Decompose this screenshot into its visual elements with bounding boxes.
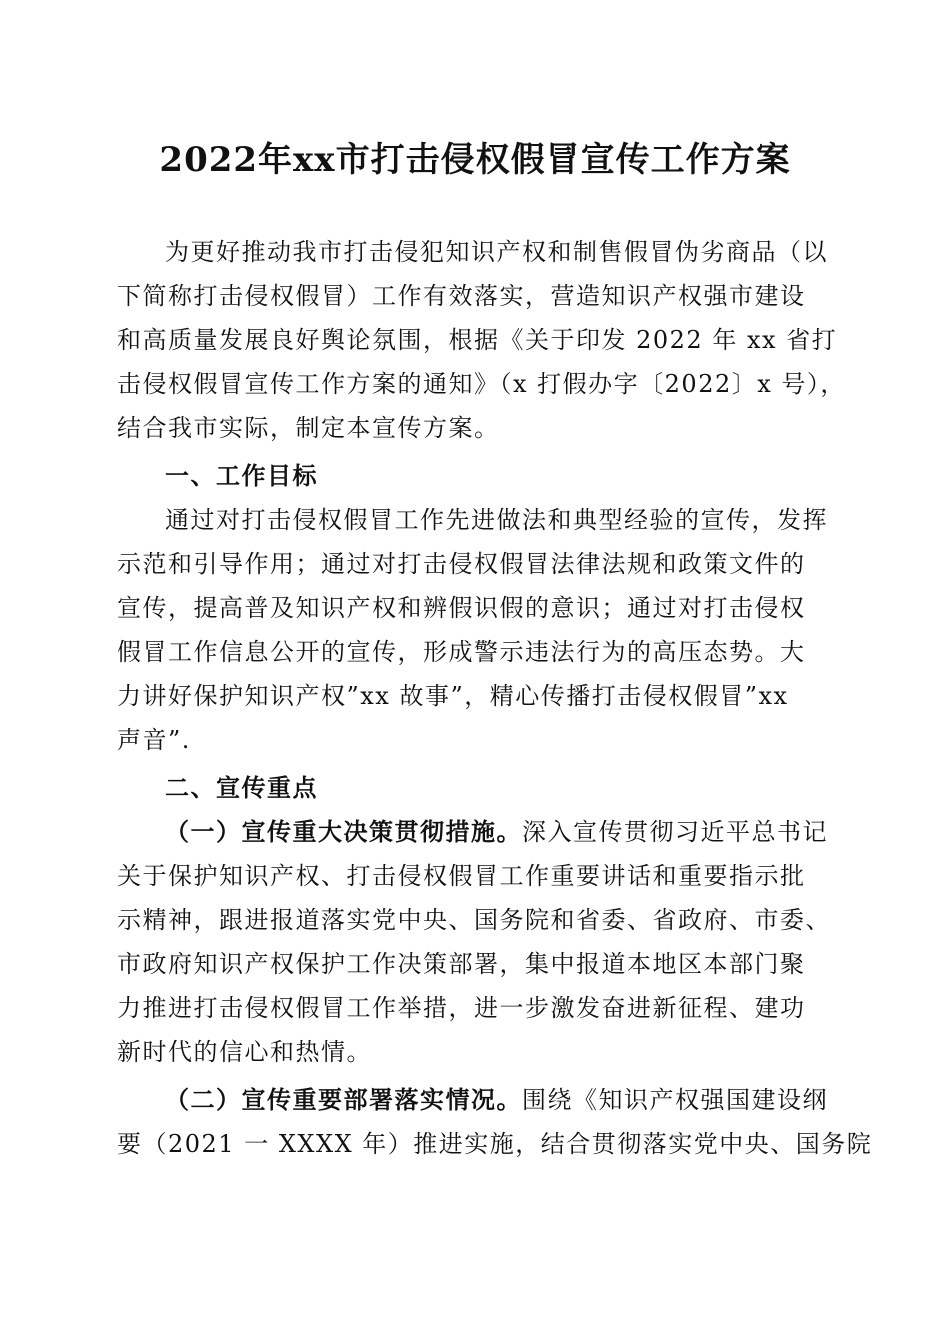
goals-paragraph	[117, 498, 833, 762]
focus-item-1-line: 力推进打击侵权假冒工作举措，进一步激发奋进新征程、建功	[117, 994, 806, 1022]
focus-item-1-line: 示精神，跟进报道落实党中央、国务院和省委、省政府、市委、	[117, 906, 831, 934]
intro-line: 结合我市实际，制定本宣传方案。	[117, 414, 500, 442]
intro-line: 为更好推动我市打击侵犯知识产权和制售假冒伪劣商品（以	[165, 238, 828, 266]
focus-item-2-line: 要（2021 一 XXXX 年）推进实施，结合贯彻落实党中央、国务院	[117, 1130, 873, 1158]
intro-line: 下简称打击侵权假冒）工作有效落实，营造知识产权强市建设	[117, 282, 806, 310]
goals-line: 通过对打击侵权假冒工作先进做法和典型经验的宣传，发挥	[165, 506, 828, 534]
focus-item-1-line: 新时代的信心和热情。	[117, 1038, 372, 1066]
focus-item-1-first-line	[117, 810, 833, 854]
goals-line: 宣传，提高普及知识产权和辨假识假的意识；通过对打击侵权	[117, 594, 806, 622]
focus-item-1-first-rest: 深入宣传贯彻习近平总书记	[522, 818, 828, 846]
document-title: 2022年xx市打击侵权假冒宣传工作方案	[159, 140, 791, 180]
focus-item-1-line: 关于保护知识产权、打击侵权假冒工作重要讲话和重要指示批	[117, 862, 806, 890]
intro-line: 击侵权假冒宣传工作方案的通知》（x 打假办字〔2022〕x 号），	[117, 370, 846, 398]
focus-item-2-first-rest: 围绕《知识产权强国建设纲	[522, 1086, 828, 1114]
goals-line: 假冒工作信息公开的宣传，形成警示违法行为的高压态势。大	[117, 638, 806, 666]
section-heading-focus: 二、宣传重点	[165, 774, 318, 802]
goals-line: 声音”.	[117, 726, 191, 754]
section-heading-goals: 一、工作目标	[165, 462, 318, 490]
goals-line: 示范和引导作用；通过对打击侵权假冒法律法规和政策文件的	[117, 550, 806, 578]
focus-item-1-lead: （一）宣传重大决策贯彻措施。	[165, 817, 522, 846]
focus-item-2-paragraph	[117, 1078, 873, 1166]
focus-item-2-first-line	[117, 1078, 833, 1122]
focus-item-2-lead: （二）宣传重要部署落实情况。	[165, 1085, 522, 1114]
goals-line: 力讲好保护知识产权”xx 故事”，精心传播打击侵权假冒”xx	[117, 682, 789, 710]
intro-paragraph	[117, 230, 846, 450]
intro-line: 和高质量发展良好舆论氛围，根据《关于印发 2022 年 xx 省打	[117, 326, 838, 354]
focus-item-1-paragraph	[117, 810, 833, 1074]
focus-item-1-line: 市政府知识产权保护工作决策部署，集中报道本地区本部门聚	[117, 950, 806, 978]
